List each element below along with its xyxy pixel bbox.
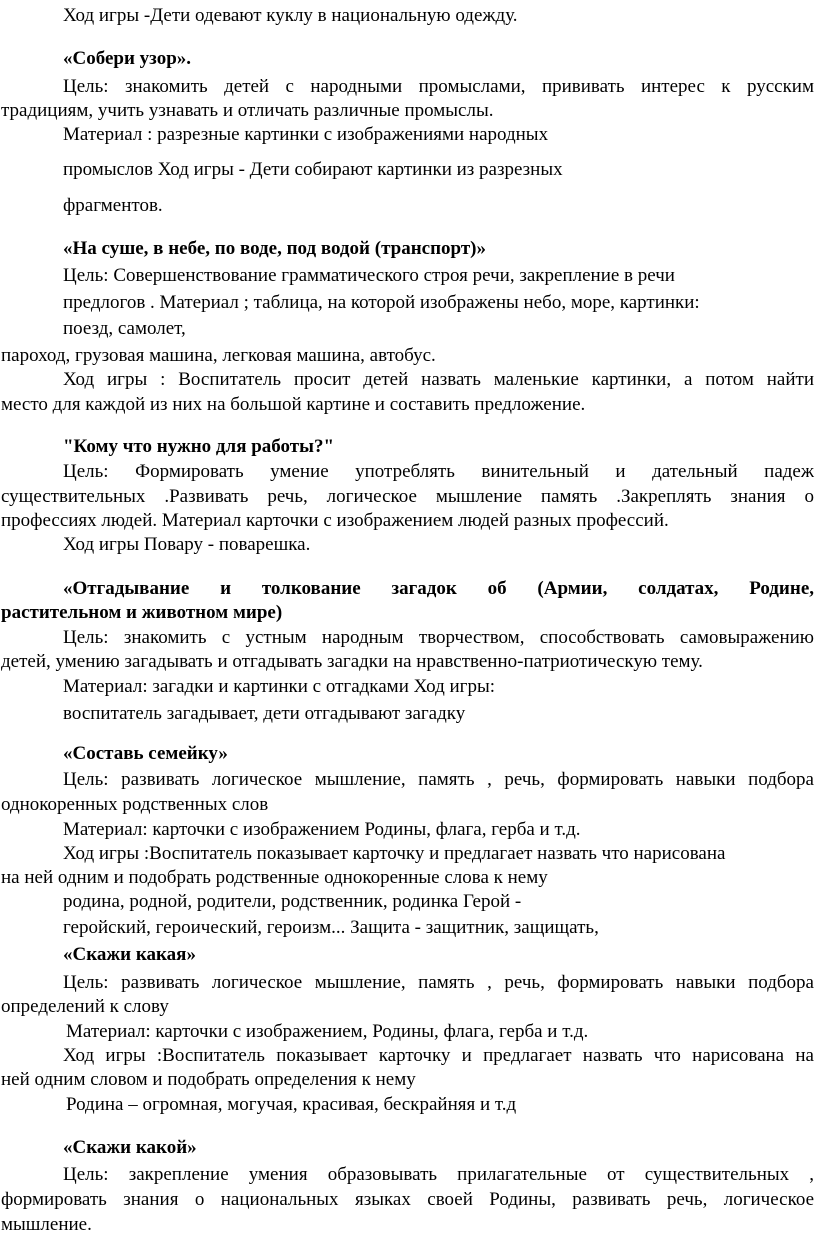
- section-text-line: родина, родной, родители, родственник, родинка Герой -: [63, 891, 522, 912]
- section-title: «Скажи какая»: [63, 944, 196, 965]
- section-text-line: геройский, героический, героизм... Защита - защитник, защищать,: [63, 917, 599, 938]
- section-title: «Собери узор».: [63, 48, 192, 69]
- section-text-line: профессиях людей. Материал карточки с изображением людей разных профессий.: [1, 510, 669, 531]
- intro-line: Ход игры -Дети одевают куклу в национальную одежду.: [63, 5, 518, 26]
- section-title: «Отгадывание и толкование загадок об (Армии, солдатах, Родине,: [63, 578, 814, 599]
- section-title: «Скажи какой»: [63, 1137, 197, 1158]
- section-text-line: Цель: знакомить детей с народными промыслами, прививать интерес к русским: [63, 76, 814, 97]
- section-text-line: мышление.: [1, 1214, 92, 1235]
- section-text-line: Ход игры : Воспитатель просит детей назвать маленькие картинки, а потом найти: [63, 369, 814, 390]
- section-text-line: формировать знания о национальных языках своей Родины, развивать речь, логическое: [1, 1189, 814, 1210]
- section-text-line: Материал: загадки и картинки с отгадками Ход игры:: [63, 676, 496, 697]
- section-text-line: Материал: карточки с изображением, Родины, флага, герба и т.д.: [66, 1021, 589, 1042]
- section-text-line: пароход, грузовая машина, легковая машина, автобус.: [1, 345, 436, 366]
- section-text-line: определений к слову: [1, 996, 169, 1017]
- section-text-line: традициям, учить узнавать и отличать различные промыслы.: [1, 100, 494, 121]
- section-text-line: Цель: знакомить с устным народным творчеством, способствовать самовыражению: [63, 627, 814, 648]
- section-text-line: Цель: развивать логическое мышление, память , речь, формировать навыки подбора: [63, 769, 814, 790]
- section-text-line: Ход игры :Воспитатель показывает карточку и предлагает назвать что нарисована на: [63, 1045, 814, 1066]
- section-text-line: Цель: закрепление умения образовывать прилагательные от существительных ,: [63, 1164, 814, 1185]
- section-text-line: предлогов . Материал ; таблица, на которой изображены небо, море, картинки:: [63, 292, 700, 313]
- section-text-line: Ход игры :Воспитатель показывает карточку и предлагает назвать что нарисована: [63, 843, 726, 864]
- section-text-line: существительных .Развивать речь, логическое мышление память .Закреплять знания о: [1, 486, 814, 507]
- section-title: "Кому что нужно для работы?": [63, 436, 335, 457]
- section-text-line: воспитатель загадывает, дети отгадывают загадку: [63, 703, 466, 724]
- section-text-line: Родина – огромная, могучая, красивая, бескрайняя и т.д: [66, 1094, 517, 1115]
- section-title: «На суше, в небе, по воде, под водой (транспорт)»: [63, 238, 487, 259]
- section-title: растительном и животном мире): [1, 602, 283, 623]
- section-text-line: промыслов Ход игры - Дети собирают картинки из разрезных: [63, 159, 563, 180]
- section-text-line: Материал: карточки с изображением Родины, флага, герба и т.д.: [63, 819, 581, 840]
- section-text-line: однокоренных родственных слов: [1, 794, 269, 815]
- section-text-line: ней одним словом и подобрать определения к нему: [1, 1069, 416, 1090]
- section-text-line: Цель: Формировать умение употреблять винительный и дательный падеж: [63, 461, 814, 482]
- section-title: «Составь семейку»: [63, 743, 228, 764]
- section-text-line: Цель: Совершенствование грамматического строя речи, закрепление в речи: [63, 265, 675, 286]
- section-text-line: место для каждой из них на большой картине и составить предложение.: [1, 394, 586, 415]
- section-text-line: на ней одним и подобрать родственные однокоренные слова к нему: [1, 867, 548, 888]
- section-text-line: Материал : разрезные картинки с изображениями народных: [63, 124, 549, 145]
- section-text-line: детей, умению загадывать и отгадывать загадки на нравственно-патриотическую тему.: [1, 651, 703, 672]
- section-text-line: Ход игры Повару - поварешка.: [63, 534, 311, 555]
- section-text-line: поезд, самолет,: [63, 318, 186, 339]
- section-text-line: Цель: развивать логическое мышление, память , речь, формировать навыки подбора: [63, 972, 814, 993]
- section-text-line: фрагментов.: [63, 195, 163, 216]
